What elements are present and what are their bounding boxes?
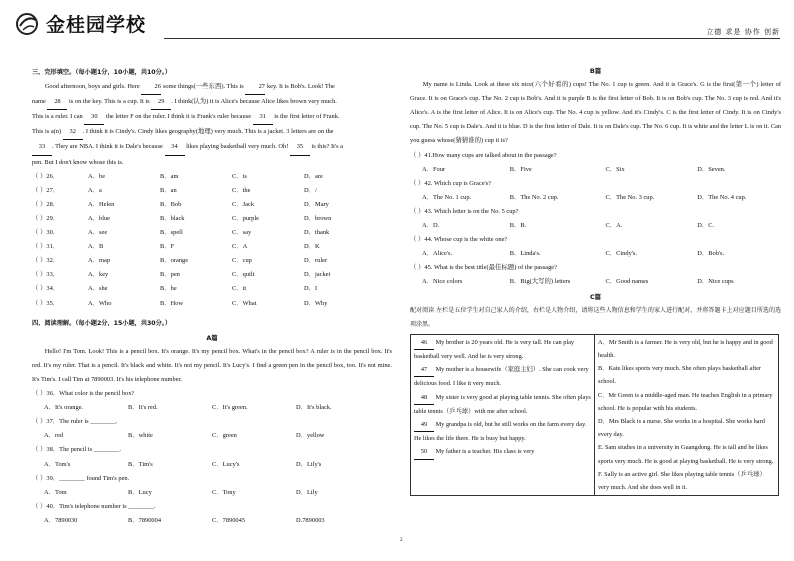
question-number: （ ）27． [32,186,60,194]
question-options [410,275,781,289]
option: C．cup [232,257,252,265]
option: A．she [88,285,108,293]
school-name: 金桂园学校 [46,14,147,36]
question-options [32,401,392,415]
option: C．The No. 3 cup. [605,193,655,201]
question-stem: （ ）42. Which cup is Grace's? [410,179,492,187]
option: B．black [160,214,185,222]
option: B．spell [160,229,183,237]
option: A．It's orange. [44,404,84,412]
option: D．Why [304,299,328,307]
passage-b-questions [410,149,781,290]
question-row [32,297,392,311]
option: D．jacket [304,271,331,279]
blank-48: 48 [414,391,434,405]
question-stem: （ ）36．What color is the pencil box? [32,390,135,398]
question-number: （ ）29． [32,214,60,222]
blank-31: 31 [253,110,273,125]
option: D．yellow [296,432,325,440]
matching-item [414,418,591,445]
option: C．What [232,299,257,307]
option: B．Lucy [128,488,152,496]
option: C．Six [605,165,625,173]
option: D．Mary [304,200,329,208]
matching-item [414,445,591,459]
option: C．7890045 [212,516,246,524]
blank-32: 32 [63,125,83,140]
question-options [32,486,392,500]
question-row [32,212,392,226]
passage-text: pen. But I don't know whose this is. [32,158,124,166]
passage-line [32,125,392,140]
option: B．How [160,299,184,307]
option: A．blue [88,214,111,222]
option: D．It's black. [296,404,332,412]
passage-line [32,95,392,110]
question-row [32,240,392,254]
question-options [410,247,781,261]
option: D．I [304,285,318,293]
passage-text: . I think it is Cindy's. Cindy likes geography(地理) very much. This is a jacket. 3 letters are on the [82,128,334,136]
blank-28: 28 [47,95,67,110]
option: B．Big(大写的) letters [509,278,571,286]
question-row [32,184,392,198]
question-stem: （ ）43. Which letter is on the No. 5 cup? [410,207,519,215]
option: C．quilt [232,271,255,279]
person-profile: E. Sam studies in a university in Guangdong. He is tall and he likes sports very much. He is good at playing basketball. He is very strong. [598,444,774,465]
question-row [32,170,392,184]
passage-c-instructions: 配对阅读 左栏是五位学生对自己家人的介绍，右栏是人物介绍，请将这些人物信息和学生的家人进行配对，并将答题卡上对应题目所选的选项涂黑。 [410,306,781,328]
logo-mark-icon [14,11,42,37]
option: B．Linda's. [509,250,541,258]
passage-text: is on the key. This is a cup. It is [67,98,152,106]
option: A．Helen [88,200,115,208]
question-row [32,282,392,296]
option: B．Five [509,165,532,173]
passage-line [32,80,392,95]
blank-30: 30 [84,110,104,125]
blank-50: 50 [414,445,434,459]
right-column [410,64,781,496]
option: A．7890030 [44,516,78,524]
option: D．Bob's. [697,250,725,258]
matching-text: My grandpa is old, but he still works on the farm every day. He likes the life there. He is busy but happy. [414,421,587,443]
option: D．C. [697,222,715,230]
option: D．thank [304,229,330,237]
person-profile: B．Kate likes sports very much. She often plays basketball after school. [598,365,761,386]
question-options [410,219,781,233]
passage-text: This is a ruler. I can [32,113,85,121]
option: A．Tom [44,488,67,496]
option: A．Tom's [44,460,71,468]
option: C．Tony [212,488,236,496]
question-number: （ ）35． [32,299,60,307]
option: B．B. [509,222,527,230]
option: C．Jack [232,200,255,208]
option: A．Alice's. [422,250,453,258]
passage-text: is this? It's a [309,143,344,151]
passage-a-questions [32,387,392,528]
question-number: （ ）26． [32,172,60,180]
blank-47: 47 [414,363,434,377]
question-number: （ ）34． [32,285,60,293]
passage-text: is the first letter of Frank. [272,113,340,121]
passage-line [32,110,392,125]
question-number: （ ）30． [32,229,60,237]
option: A．Who [88,299,112,307]
option: D．/ [304,186,317,194]
person-profile: A．Mr Smith is a farmer. He is very old, but he is happy and in good health. [598,338,773,359]
blank-35: 35 [290,140,310,155]
blank-27: 27 [245,80,265,95]
question-stem: （ ）39．________ found Tim's pen. [32,474,130,482]
option: C．is [232,172,247,180]
option: D．are [304,172,323,180]
option: A．Nice colors [422,278,463,286]
passage-text: key. It is Bob's. Look! The [265,83,335,91]
question-number: （ ）33． [32,271,60,279]
question-row [32,254,392,268]
option: D．brown [304,214,332,222]
question-number: （ ）32． [32,257,60,265]
question-number: （ ）31． [32,243,60,251]
option: B．7890004 [128,516,162,524]
option: D．The No. 4 cup. [697,193,747,201]
option: A．see [88,229,108,237]
option: C．A [232,243,248,251]
blank-34: 34 [165,140,185,155]
option: B．It's red. [128,404,158,412]
option: C．A. [605,222,623,230]
passage-a-title: A篇 [206,333,218,342]
option: D．Nice cups [697,278,734,286]
option: B．an [160,186,177,194]
cloze-questions [32,170,392,311]
passage-line [32,156,392,170]
option: C．purple [232,214,259,222]
matching-text: My father is a teacher. His class is very [434,448,535,456]
option: A．a [88,186,102,194]
option: D．Lily [296,488,318,496]
blank-26: 26 [141,80,161,95]
person-profile: F. Sally is an active girl. She likes playing table tennis（乒乓球）very much. And she does well in it. [598,470,766,492]
option: B．am [160,172,179,180]
option: B．F [160,243,175,251]
option: D．Seven. [697,165,726,173]
blank-29: 29 [151,95,171,110]
question-options [32,429,392,443]
passage-text: Good afternoon, boys and girls. Here [44,83,142,91]
matching-right-column [595,334,779,495]
passage-c-title: C篇 [589,292,602,301]
passage-text: . I think(认为) it is Alice's because Alice likes brown very much. [171,98,337,106]
option: D.7890003 [296,516,325,524]
question-row [32,268,392,282]
matching-text: My mother is a housewife（家庭主妇）. She can cook very delicious food. I like it very much. [414,366,589,388]
option: D．Lily's [296,460,322,468]
cloze-passage [32,80,392,170]
left-column [32,66,392,528]
option: A．Four [422,165,446,173]
passage-text: likes playing basketball very much. Oh! [184,143,290,151]
option: C．Good names [605,278,649,286]
question-row [32,198,392,212]
option: A．map [88,257,111,265]
passage-text: name [32,98,48,106]
option: D．K [304,243,320,251]
question-stem: （ ）45. What is the best title(最佳标题) of the passage? [410,264,557,272]
matching-item [414,336,591,363]
option: D．ruler [304,257,328,265]
blank-49: 49 [414,418,434,432]
passage-line [32,140,392,155]
matching-item [414,391,591,418]
option: B．orange [160,257,189,265]
option: B．Bob [160,200,182,208]
matching-text: My sister is very good at playing table tennis. She often plays table tennis（乒乓球）with me after school. [414,393,591,415]
question-stem: （ ）37．The ruler is ________. [32,418,118,426]
question-options [410,163,781,177]
person-profile: D．Mrs Black is a nurse. She works in a hospital. She works hard every day. [598,418,765,439]
option: C．green [212,432,237,440]
question-row [32,226,392,240]
option: C．say [232,229,252,237]
passage-b: My name is Linda. Look at these six nice(六个好看的) cups! The No. 1 cup is green. And it is Grace's. G is the first(第一个) letter of Grace. It is on Grace's cup. The No. 2 cup is Bob's. And it is purple B is the first letter of Bob. It is on Bob's cup. The No. 3 cup is red. And it's Alice's. A is the first letter of Alice. It is on Alice's cup. The No. 4 cup is yellow. And it's Cindy's. C is the first letter of Cindy. It is on Cindy's cup. The No. 5 cup is Dale's. And it is blue. D is the first letter of Dale. It is on Dale's cup. The No. 6 cup. It is white and the letter L is on it. Can you guess whose(猜猜谁的) cup it is? [410,81,781,145]
blank-46: 46 [414,336,434,350]
passage-text: some things(一些东西). This is [161,83,246,91]
question-stem: （ ）44. Whose cup is the white one? [410,236,508,244]
option: C．Cindy's. [605,250,637,258]
option: C．Lucy's [212,460,240,468]
passage-text: the letter F on the ruler. I think it is Frank's ruler because [104,113,253,121]
option: B．pen [160,271,180,279]
question-options [32,514,392,528]
option: B．white [128,432,153,440]
option: A．D. [422,222,440,230]
page-header [14,10,780,40]
passage-text: . They are NBA. I think it is Dale's because [52,143,165,151]
passage-text: This is a(n) [32,128,63,136]
person-profile: C．Mr Green is a middle-aged man. He teaches English in a primary school. He is popular with his students. [598,391,773,412]
question-options [32,458,392,472]
option: A．red [44,432,64,440]
cloze-section-title: 三、完形填空。（每小题1分，10小题，共10分。） [32,69,172,76]
passage-b-title: B篇 [589,67,602,75]
matching-text: My brother is 20 years old. He is very tall. He can play basketball very well. And he is very strong. [414,338,575,360]
school-motto: 立德 求是 协作 创新 [706,28,780,36]
option: B．The No. 2 cup. [509,193,559,201]
question-stem: （ ）38．The pencil is ________. [32,446,121,454]
question-options [410,191,781,205]
option: C．the [232,186,251,194]
option: C．it [232,285,247,293]
question-stem: （ ）40．Tim's telephone number is ________. [32,502,156,510]
matching-item [414,363,591,390]
question-number: （ ）28． [32,200,60,208]
option: C．It's green. [212,404,248,412]
school-logo [14,10,146,37]
option: B．Tim's [128,460,153,468]
question-stem: （ ）41.How many cups are talked about in the passage? [410,151,557,159]
option: B．he [160,285,177,293]
option: A．The No. 1 cup. [422,193,472,201]
matching-left-column [411,334,595,495]
option: A．key [88,271,109,279]
reading-section-title: 四、阅读理解。（每小题2分，15小题，共30分。） [32,319,172,327]
page-number: 2 [400,538,403,543]
blank-33: 33 [32,140,52,155]
option: A．be [88,172,106,180]
passage-a: Hello! I'm Tom. Look! This is a pencil box. It's orange. It's my pencil box. What's in the pencil box? A ruler is in the pencil box. It's red. It's my ruler. That is a pencil. It's black and white. It's not my pencil. It's Lucy's. I find a green pen in the pencil box, too. It's not mine. It's Tim's. I call Tim at 7890003. It's his telephone number. [32,347,392,383]
option: A．B [88,243,104,251]
matching-table [410,334,779,496]
header-rule [164,38,780,39]
